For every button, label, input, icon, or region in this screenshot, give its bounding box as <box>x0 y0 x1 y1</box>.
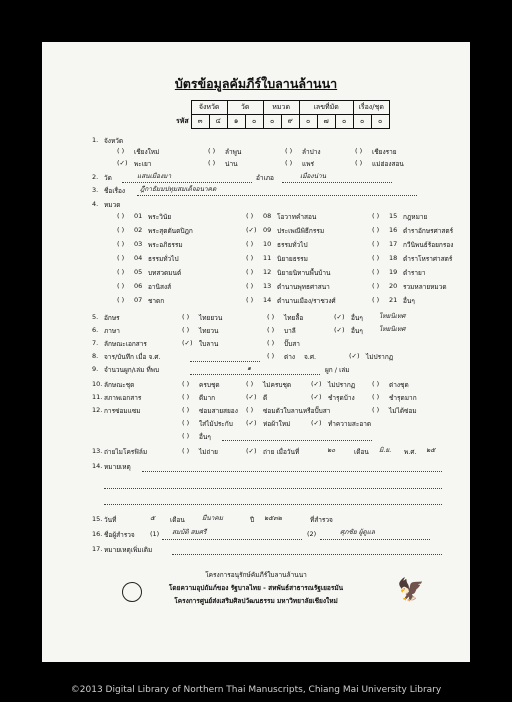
option-label: ตำราโหราศาสตร์ <box>403 255 453 263</box>
checkbox[interactable]: ( ) <box>246 254 254 262</box>
section-number: 16. <box>92 530 103 538</box>
option-code: 03 <box>134 240 143 248</box>
survey-month: มีนาคม <box>202 514 224 522</box>
option-label: ใส่ไม้ประกับ <box>199 420 233 428</box>
option-label: ตำรายา <box>403 269 426 277</box>
section-label: ลักษณะชุด <box>104 381 135 389</box>
option-code: 01 <box>134 212 143 220</box>
checkbox[interactable]: ( ) <box>182 326 190 334</box>
section-number: 1. <box>92 136 99 144</box>
section-label: จำนวนผูก/เล่ม ที่พบ <box>104 366 160 374</box>
checkbox[interactable]: ( ) <box>246 212 254 220</box>
german-eagle-icon: 🦅 <box>397 578 425 603</box>
option-label: อื่นๆ <box>351 314 363 322</box>
survey-card <box>42 42 470 662</box>
code-label: รหัส <box>176 117 189 125</box>
option-code: 12 <box>263 268 272 276</box>
checkbox[interactable]: (✓) <box>349 352 360 360</box>
option-code: 18 <box>389 254 398 262</box>
checkbox[interactable]: ( ) <box>267 326 275 334</box>
checkbox[interactable]: (✓) <box>334 313 345 321</box>
section-label: สภาพเอกสาร <box>104 394 142 402</box>
option-label: นิยายธรรม <box>277 255 308 263</box>
code-digit: ๐ <box>263 115 281 129</box>
checkbox[interactable]: ( ) <box>372 393 380 401</box>
option-label: ปั๊บสา <box>284 340 300 348</box>
option-label: ต่างชุด <box>389 381 409 389</box>
section-label: ชื่อเรื่อง <box>104 187 126 195</box>
section-label: หมายเหตุ <box>104 463 131 471</box>
checkbox[interactable]: (✓) <box>334 326 345 334</box>
option-label: ธรรมทั่วไป <box>148 255 179 263</box>
university-seal-icon <box>122 582 142 602</box>
option-label: ไทยลื้อ <box>284 314 304 322</box>
option-label: บทสวดมนต์ <box>148 269 182 277</box>
code-digit: ๔ <box>209 115 227 129</box>
checkbox[interactable]: ( ) <box>372 212 380 220</box>
script-value: ไทยนิเทศ <box>379 312 406 320</box>
section-label: ถ่ายไมโครฟิล์ม <box>104 448 148 456</box>
option-label: พระสุตตันตปิฎก <box>148 227 193 235</box>
section-number: 2. <box>92 173 99 181</box>
checkbox[interactable]: ( ) <box>246 268 254 276</box>
option-code: 14 <box>263 296 272 304</box>
option-label: น่าน <box>225 160 238 168</box>
option-label: ตำราอักษรศาสตร์ <box>403 227 454 235</box>
bundle-unit: ผูก / เล่ม <box>325 366 350 374</box>
survey-year: ๒๕๓๒ <box>264 514 282 522</box>
option-code: 20 <box>389 282 398 290</box>
film-year-label: พ.ศ. <box>404 448 417 456</box>
checkbox[interactable]: (✓) <box>311 380 322 388</box>
section-label: อักษร <box>104 314 120 322</box>
option-label: ไม่ถ่าย <box>199 448 218 456</box>
checkbox[interactable]: ( ) <box>267 339 275 347</box>
checkbox[interactable]: ( ) <box>117 147 125 155</box>
option-label: ถ่าย เมื่อวันที่ <box>263 448 300 456</box>
option-label: แพร่ <box>302 160 314 168</box>
section-label: การซ่อมแซม <box>104 407 141 415</box>
punch-hole <box>28 386 42 400</box>
temple-value: แสนเมืองมา <box>137 172 172 180</box>
checkbox[interactable]: ( ) <box>355 159 363 167</box>
surveyor-1-index: (1) <box>150 530 160 538</box>
checkbox[interactable]: ( ) <box>182 447 190 455</box>
checkbox[interactable]: (✓) <box>246 419 257 427</box>
option-label: แม่ฮ่องสอน <box>372 160 404 168</box>
org-line-3: โครงการศูนย์ส่งเสริมศิลปวัฒนธรรม มหาวิทยาลัยเชียงใหม่ <box>174 597 338 605</box>
survey-suffix: ที่สำรวจ <box>310 516 333 524</box>
section-number: 6. <box>92 326 99 334</box>
checkbox[interactable]: ( ) <box>372 380 380 388</box>
checkbox[interactable]: ( ) <box>117 282 125 290</box>
checkbox[interactable]: ( ) <box>208 147 216 155</box>
amphoe-label: อำเภอ <box>256 174 274 182</box>
option-label: ไม่ปรากฏ <box>366 353 394 361</box>
survey-month-label: เดือน <box>170 516 185 524</box>
option-label: ดี <box>263 394 268 402</box>
option-label: ใบลาน <box>199 340 219 348</box>
code-digit: ๐ <box>371 115 389 129</box>
section-label: วันที่ <box>104 516 117 524</box>
checkbox[interactable]: ( ) <box>267 313 275 321</box>
checkbox[interactable]: ( ) <box>372 240 380 248</box>
option-label: ชำรุดบ้าง <box>328 394 355 402</box>
amphoe-value: เมืองน่าน <box>300 172 327 180</box>
checkbox[interactable]: ( ) <box>182 432 190 440</box>
option-label: อื่นๆ <box>199 433 211 441</box>
section-label: จาร/บันทึก เมื่อ จ.ศ. <box>104 353 161 361</box>
checkbox[interactable]: ( ) <box>117 268 125 276</box>
code-header: เลขที่มัด <box>299 101 353 115</box>
option-label: อานิสงส์ <box>148 283 172 291</box>
section-number: 11. <box>92 393 103 401</box>
option-label: ไม่ปรากฏ <box>328 381 356 389</box>
checkbox[interactable]: ( ) <box>267 352 275 360</box>
film-month-label: เดือน <box>354 448 369 456</box>
option-label: ลำพูน <box>225 148 242 156</box>
option-label: ไม่ครบชุด <box>263 381 292 389</box>
checkbox[interactable]: ( ) <box>117 212 125 220</box>
surveyor-2-index: (2) <box>307 530 317 538</box>
checkbox[interactable]: ( ) <box>182 406 190 414</box>
option-label: รวมหลายหมวด <box>403 283 447 291</box>
title-value: ฎีกาธัมมปทุมสมเด็จอนาคต <box>140 185 217 193</box>
option-code: 05 <box>134 268 143 276</box>
copyright-credit: ©2013 Digital Library of Northern Thai Manuscripts, Chiang Mai University Library <box>70 685 442 695</box>
option-label: พระวินัย <box>148 213 172 221</box>
option-label: จ.ศ. <box>304 353 317 361</box>
checkbox[interactable]: ( ) <box>182 380 190 388</box>
option-code: 09 <box>263 226 272 234</box>
option-label: ซ่อมตัวใบลานหรือปั๊บสา <box>263 407 331 415</box>
code-digit: ๗ <box>317 115 335 129</box>
card-title: บัตรข้อมูลคัมภีร์ใบลานล้านนา <box>174 76 338 91</box>
code-digit: ๐ <box>299 115 317 129</box>
code-digit: ๑ <box>227 115 245 129</box>
section-label: หมายเหตุเพิ่มเติม <box>104 546 153 554</box>
option-code: 15 <box>389 212 398 220</box>
section-number: 5. <box>92 313 99 321</box>
code-digit: ๐ <box>245 115 263 129</box>
option-label: ห่อผ้าใหม่ <box>263 420 291 428</box>
option-code: 19 <box>389 268 398 276</box>
checkbox[interactable]: ( ) <box>246 380 254 388</box>
film-month: มิ.ย. <box>379 446 392 454</box>
checkbox[interactable]: ( ) <box>117 254 125 262</box>
option-label: ดีมาก <box>199 394 216 402</box>
option-code: 08 <box>263 212 272 220</box>
option-code: 10 <box>263 240 272 248</box>
option-label: ต่าง <box>284 353 296 361</box>
option-label: พะเยา <box>134 160 152 168</box>
option-label: นิยายนิทานพื้นบ้าน <box>277 269 331 277</box>
punch-hole <box>28 190 42 204</box>
section-label: หมวด <box>104 201 121 209</box>
option-code: 06 <box>134 282 143 290</box>
code-header: จังหวัด <box>191 101 227 115</box>
code-digit: ๓ <box>191 115 209 129</box>
option-label: ทำความสะอาด <box>328 420 372 428</box>
section-number: 17. <box>92 545 103 553</box>
checkbox[interactable]: (✓) <box>246 447 257 455</box>
section-label: ภาษา <box>104 327 120 335</box>
option-label: ซ่อมสายสยอง <box>199 407 238 415</box>
checkbox[interactable]: ( ) <box>246 296 254 304</box>
option-label: ลำปาง <box>302 148 321 156</box>
option-code: 02 <box>134 226 143 234</box>
section-number: 10. <box>92 380 103 388</box>
option-label: เชียงใหม่ <box>134 148 160 156</box>
bundle-count: ๑ <box>247 364 252 372</box>
section-label: วัด <box>104 174 112 182</box>
survey-year-label: ปี <box>250 516 255 524</box>
option-code: 16 <box>389 226 398 234</box>
surveyor-2-name: ศุภชัย ผู้ดูแล <box>340 528 375 536</box>
option-label: บาลี <box>284 327 296 335</box>
checkbox[interactable]: ( ) <box>372 226 380 234</box>
section-number: 13. <box>92 447 103 455</box>
code-digit: ๐ <box>353 115 371 129</box>
checkbox[interactable]: ( ) <box>182 419 190 427</box>
checkbox[interactable]: ( ) <box>117 240 125 248</box>
option-code: 07 <box>134 296 143 304</box>
option-label: ชาดก <box>148 297 165 305</box>
checkbox[interactable]: ( ) <box>285 147 293 155</box>
section-number: 7. <box>92 339 99 347</box>
option-label: ไม่ได้ซ่อม <box>389 407 417 415</box>
section-label: ชื่อผู้สำรวจ <box>104 531 135 539</box>
checkbox[interactable]: ( ) <box>117 296 125 304</box>
code-digit: ๐ <box>335 115 353 129</box>
code-header: หมวด <box>263 101 299 115</box>
option-code: 11 <box>263 254 272 262</box>
option-label: พระอภิธรรม <box>148 241 183 249</box>
section-number: 15. <box>92 515 103 523</box>
checkbox[interactable]: (✓) <box>311 419 322 427</box>
option-label: ตำนานพุทธศาสนา <box>277 283 330 291</box>
checkbox[interactable]: ( ) <box>372 296 380 304</box>
checkbox[interactable]: (✓) <box>246 393 257 401</box>
code-table <box>174 100 390 129</box>
option-code: 21 <box>389 296 398 304</box>
code-header: วัด <box>227 101 263 115</box>
checkbox[interactable]: ( ) <box>246 406 254 414</box>
org-line-1: โครงการอนุรักษ์คัมภีร์ใบลานล้านนา <box>205 571 307 579</box>
section-number: 8. <box>92 352 99 360</box>
checkbox[interactable]: (✓) <box>311 393 322 401</box>
checkbox[interactable]: ( ) <box>117 226 125 234</box>
checkbox[interactable]: (✓) <box>182 339 193 347</box>
survey-day: ๕ <box>150 514 155 522</box>
section-number: 4. <box>92 200 99 208</box>
checkbox[interactable]: ( ) <box>372 268 380 276</box>
checkbox[interactable]: ( ) <box>208 159 216 167</box>
option-label: อื่นๆ <box>351 327 363 335</box>
option-label: ธรรมทั่วไป <box>277 241 308 249</box>
option-code: 17 <box>389 240 398 248</box>
option-label: อื่นๆ <box>403 297 415 305</box>
surveyor-1-name: สมบัติ สมศรี <box>172 528 207 536</box>
checkbox[interactable]: ( ) <box>182 313 190 321</box>
org-line-2: โดยความอุปถัมภ์ของ รัฐบาลไทย - สหพันธ์สาธารณรัฐเยอรมัน <box>168 584 344 592</box>
option-label: ไทยวน <box>199 327 219 335</box>
section-number: 3. <box>92 186 99 194</box>
option-label: โอวาทคำสอน <box>277 213 317 221</box>
checkbox[interactable]: ( ) <box>285 159 293 167</box>
checkbox[interactable]: ( ) <box>372 282 380 290</box>
option-label: ประเพณีพิธีกรรม <box>277 227 325 235</box>
section-number: 9. <box>92 365 99 373</box>
checkbox[interactable]: (✓) <box>246 226 257 234</box>
option-code: 13 <box>263 282 272 290</box>
checkbox[interactable]: ( ) <box>182 393 190 401</box>
language-value: ไทยนิเทศ <box>379 325 406 333</box>
checkbox[interactable]: ( ) <box>372 406 380 414</box>
option-label: ครบชุด <box>199 381 220 389</box>
code-digit: ๙ <box>281 115 299 129</box>
option-label: กฎหมาย <box>403 213 428 221</box>
film-year: ๒๕ <box>426 446 436 454</box>
code-header: เรื่อง/ชุด <box>353 101 389 115</box>
section-number: 14. <box>92 462 103 470</box>
option-label: ชำรุดมาก <box>389 394 417 402</box>
checkbox[interactable]: ( ) <box>355 147 363 155</box>
section-number: 12. <box>92 406 103 414</box>
option-label: กวีนิพนธ์ร้อยกรอง <box>403 241 454 249</box>
option-label: เชียงราย <box>372 148 397 156</box>
checkbox[interactable]: ( ) <box>372 254 380 262</box>
checkbox[interactable]: (✓) <box>117 159 128 167</box>
section-label: จังหวัด <box>104 137 124 145</box>
option-code: 04 <box>134 254 143 262</box>
checkbox[interactable]: ( ) <box>246 240 254 248</box>
option-label: ตำนานเมือง/ราชวงศ์ <box>277 297 336 305</box>
option-label: ไทยยวน <box>199 314 223 322</box>
film-day: ๒๐ <box>327 446 336 454</box>
section-label: ลักษณะเอกสาร <box>104 340 147 348</box>
checkbox[interactable]: ( ) <box>246 282 254 290</box>
